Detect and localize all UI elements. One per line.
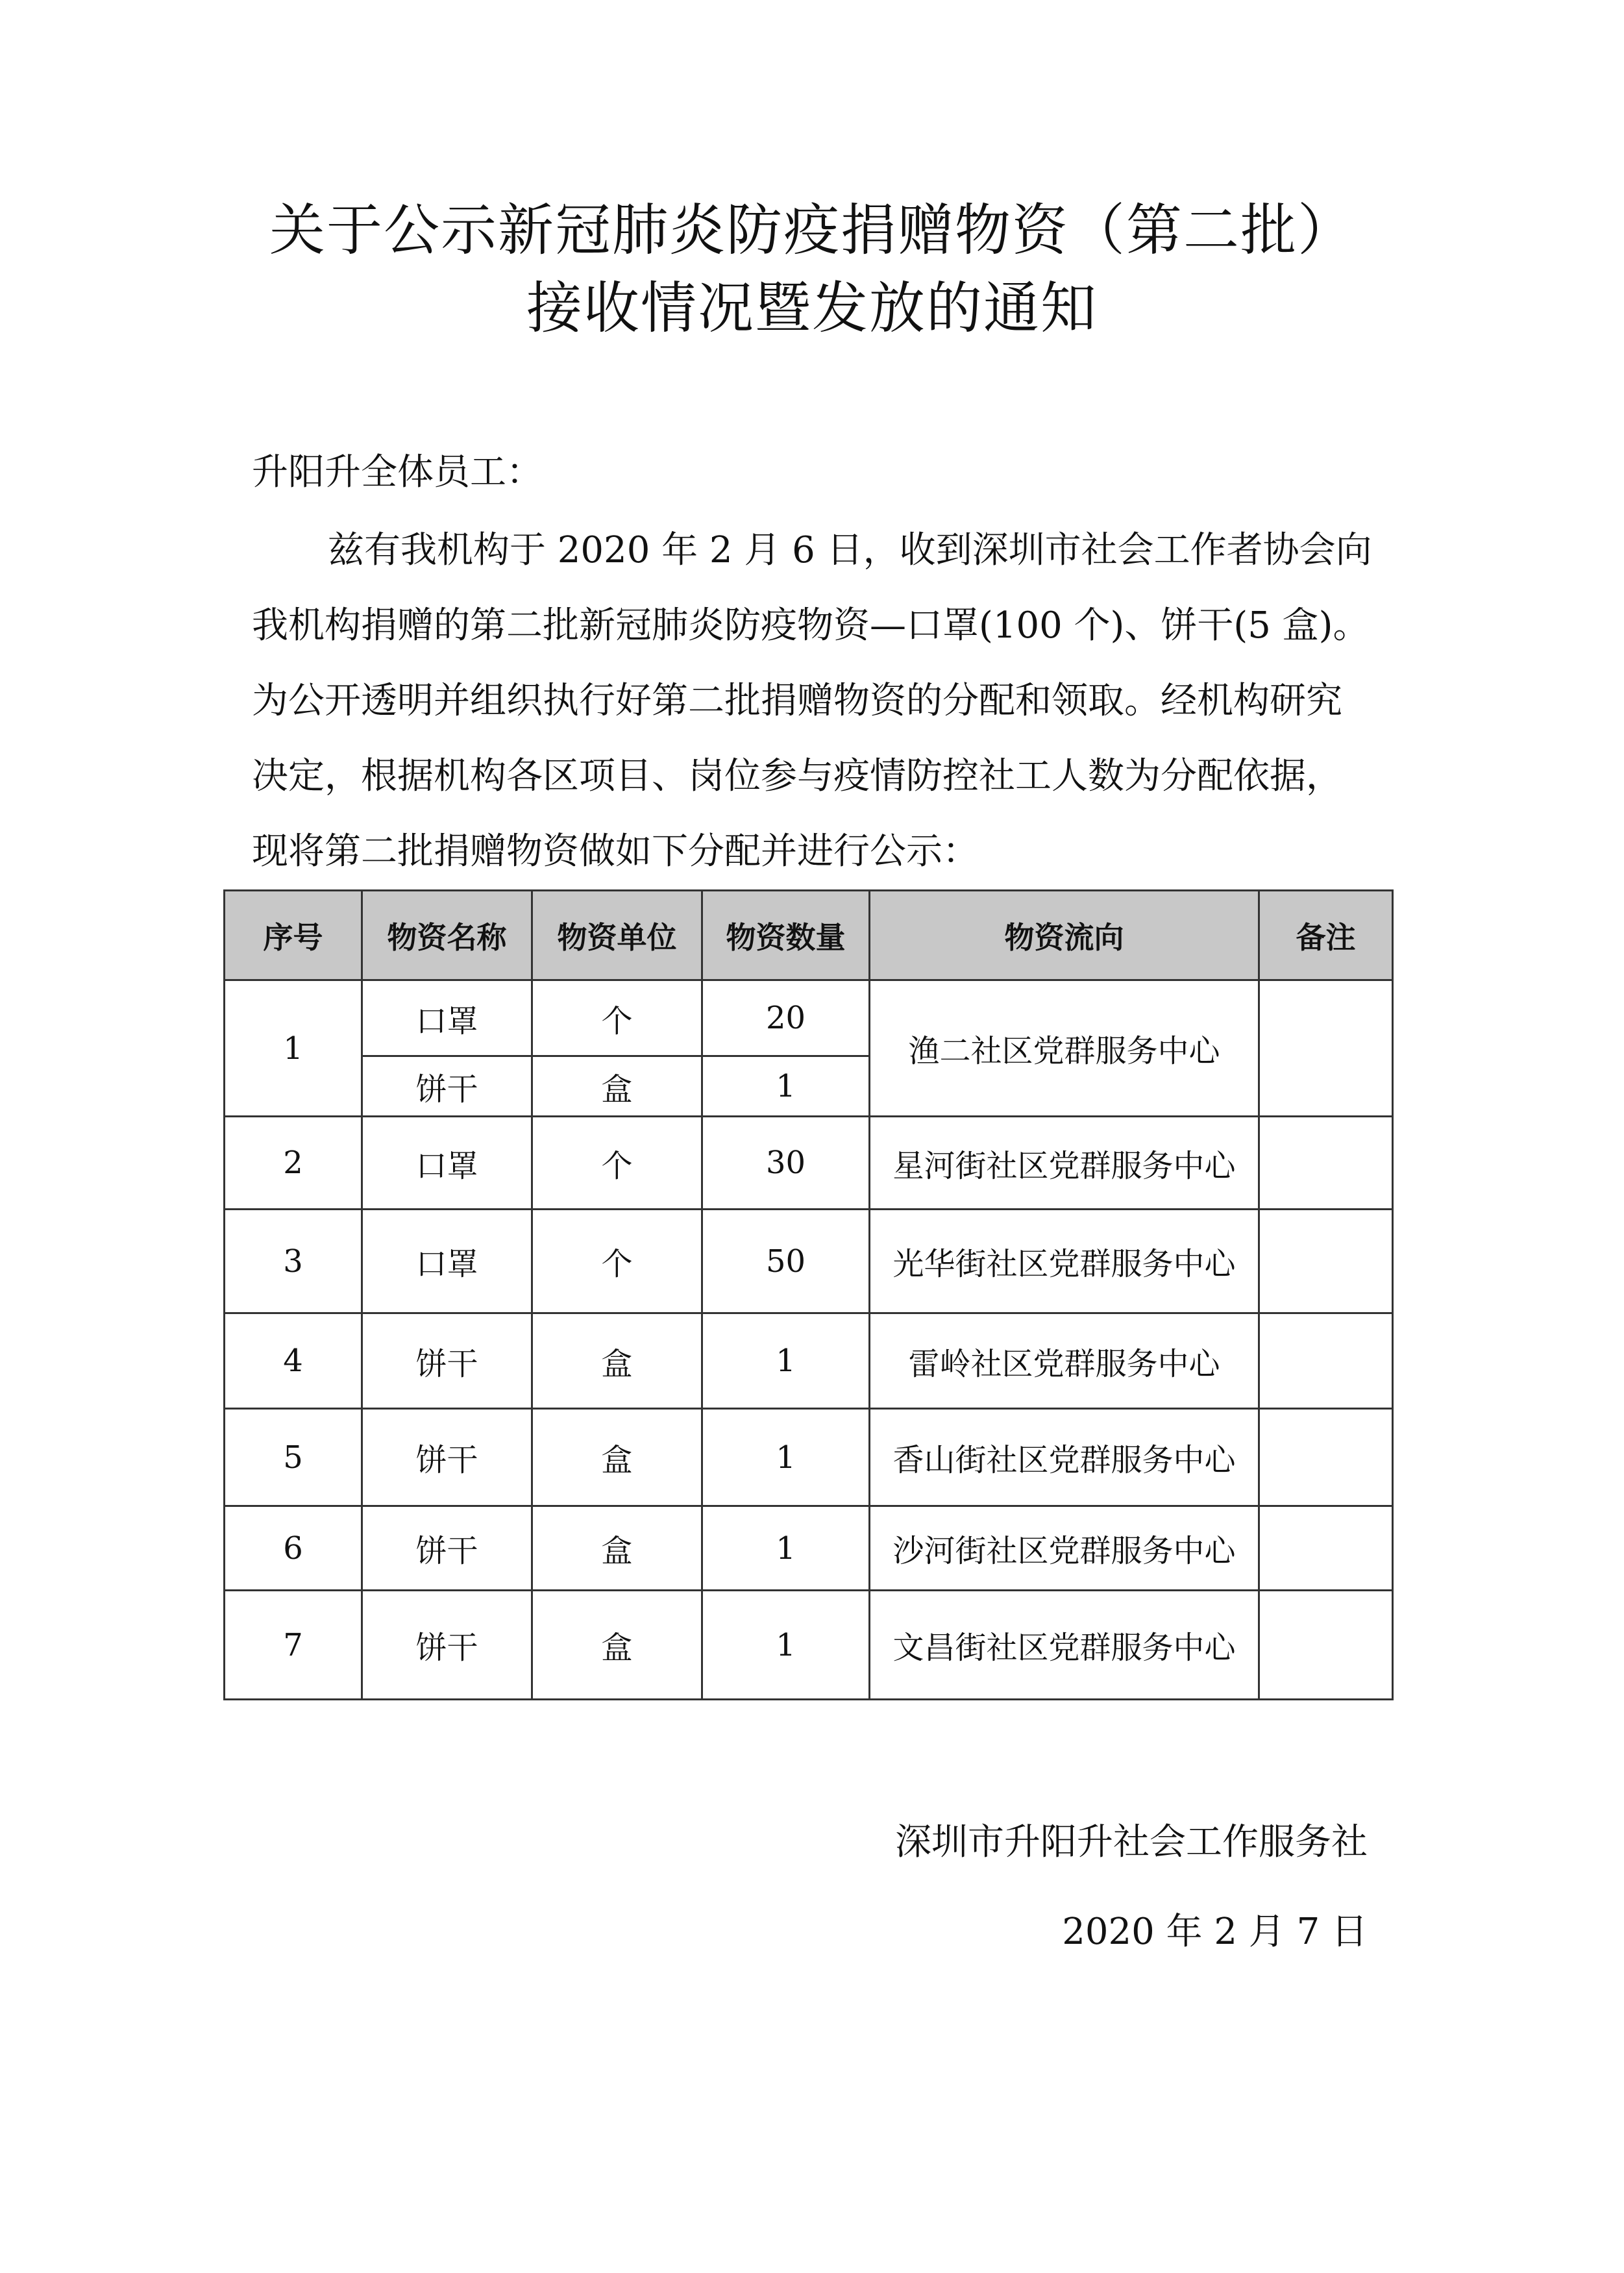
cell-destination: 沙河街社区党群服务中心: [870, 1506, 1259, 1591]
body-line: 决定，根据机构各区项目、岗位参与疫情防控社工人数为分配依据，: [252, 755, 1342, 797]
cell-item-qty: 20: [702, 980, 870, 1056]
table-row: [225, 1506, 1393, 1591]
table-row: [225, 1591, 1393, 1700]
cell-destination: 香山街社区党群服务中心: [870, 1409, 1259, 1506]
cell-no: 1: [225, 980, 362, 1117]
cell-destination: 渔二社区党群服务中心: [870, 980, 1259, 1117]
cell-item-qty: 50: [702, 1210, 870, 1313]
cell-destination: 光华街社区党群服务中心: [870, 1210, 1259, 1313]
body-line: 兹有我机构于 2020 年 2 月 6 日，收到深圳市社会工作者协会向: [328, 529, 1372, 571]
header-note: 备注: [1259, 891, 1393, 980]
header-item-name: 物资名称: [362, 891, 532, 980]
cell-item-qty: 1: [702, 1409, 870, 1506]
cell-item-unit: 盒: [532, 1313, 702, 1409]
table-row: [225, 1313, 1393, 1409]
cell-item-name: 饼干: [362, 1409, 532, 1506]
header-item-unit: 物资单位: [532, 891, 702, 980]
cell-item-unit: 盒: [532, 1409, 702, 1506]
cell-item-name: 饼干: [362, 1056, 532, 1117]
cell-note: [1259, 1117, 1393, 1210]
cell-no: 6: [225, 1506, 362, 1591]
cell-note: [1259, 1506, 1393, 1591]
cell-item-qty: 30: [702, 1117, 870, 1210]
document-title-line-2: 接收情况暨发放的通知: [526, 276, 1098, 341]
table-header-row: [225, 891, 1393, 980]
signature: 深圳市升阳升社会工作服务社: [895, 1821, 1368, 1863]
table-row: [225, 1409, 1393, 1506]
cell-item-qty: 1: [702, 1591, 870, 1700]
cell-no: 3: [225, 1210, 362, 1313]
table-body: [225, 980, 1393, 1700]
cell-item-unit: 个: [532, 1210, 702, 1313]
body-line: 为公开透明并组织执行好第二批捐赠物资的分配和领取。经机构研究: [252, 680, 1342, 722]
cell-note: [1259, 1591, 1393, 1700]
allocation-table: [223, 889, 1394, 1700]
cell-no: 5: [225, 1409, 362, 1506]
cell-item-name: 口罩: [362, 1117, 532, 1210]
signature-date: 2020 年 2 月 7 日: [1062, 1911, 1368, 1953]
cell-item-unit: 个: [532, 1117, 702, 1210]
cell-item-qty: 1: [702, 1506, 870, 1591]
cell-destination: 雷岭社区党群服务中心: [870, 1313, 1259, 1409]
cell-note: [1259, 1210, 1393, 1313]
cell-item-unit: 盒: [532, 1056, 702, 1117]
cell-item-name: 饼干: [362, 1313, 532, 1409]
salutation: 升阳升全体员工：: [252, 451, 543, 493]
table-row: [225, 980, 1393, 1056]
body-line: 现将第二批捐赠物资做如下分配并进行公示：: [252, 830, 979, 873]
cell-note: [1259, 980, 1393, 1117]
cell-no: 4: [225, 1313, 362, 1409]
cell-destination: 文昌街社区党群服务中心: [870, 1591, 1259, 1700]
cell-item-unit: 盒: [532, 1591, 702, 1700]
table-row: [225, 1117, 1393, 1210]
cell-item-name: 饼干: [362, 1591, 532, 1700]
cell-no: 7: [225, 1591, 362, 1700]
cell-item-qty: 1: [702, 1056, 870, 1117]
cell-note: [1259, 1409, 1393, 1506]
header-no: 序号: [225, 891, 362, 980]
cell-no: 2: [225, 1117, 362, 1210]
table-row: [225, 1210, 1393, 1313]
cell-item-qty: 1: [702, 1313, 870, 1409]
body-line: 我机构捐赠的第二批新冠肺炎防疫物资—口罩(100 个)、饼干(5 盒)。: [252, 604, 1370, 647]
cell-item-name: 口罩: [362, 980, 532, 1056]
header-destination: 物资流向: [870, 891, 1259, 980]
cell-item-name: 口罩: [362, 1210, 532, 1313]
cell-item-unit: 个: [532, 980, 702, 1056]
cell-destination: 星河街社区党群服务中心: [870, 1117, 1259, 1210]
cell-item-name: 饼干: [362, 1506, 532, 1591]
header-item-qty: 物资数量: [702, 891, 870, 980]
cell-note: [1259, 1313, 1393, 1409]
cell-item-unit: 盒: [532, 1506, 702, 1591]
document-title-line-1: 关于公示新冠肺炎防疫捐赠物资（第二批）: [269, 198, 1355, 263]
